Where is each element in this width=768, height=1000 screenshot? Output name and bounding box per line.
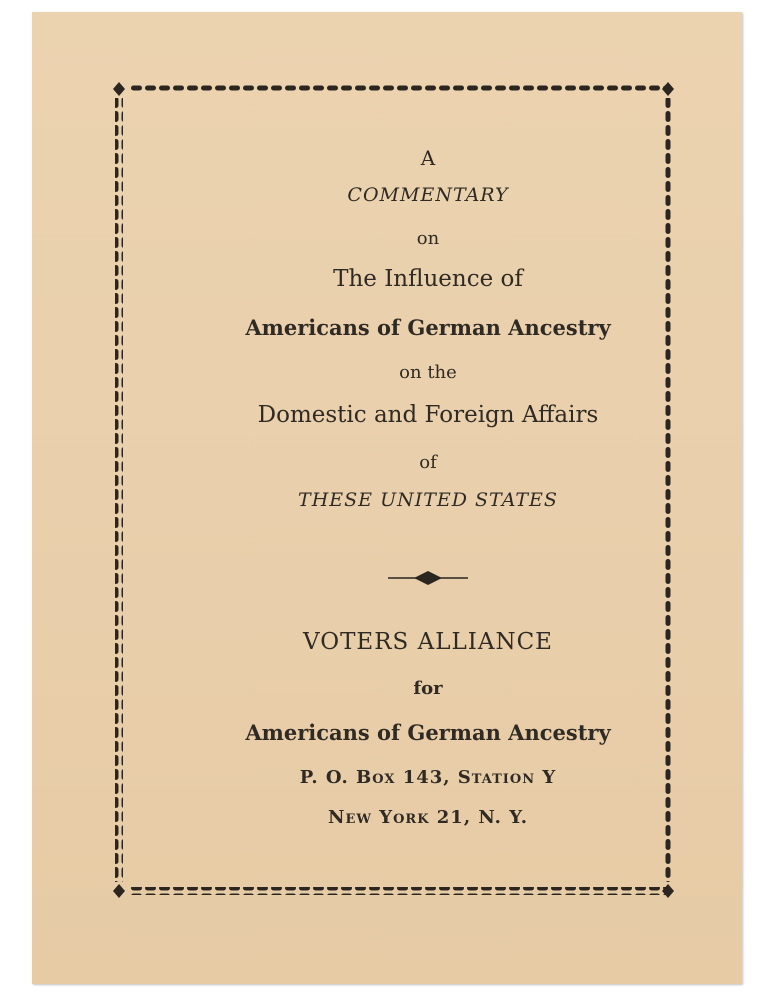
- title-on-the: on the: [399, 362, 457, 383]
- title-of: of: [419, 452, 437, 473]
- publisher-for: for: [413, 678, 443, 699]
- address-line-2: New York 21, N. Y.: [328, 807, 528, 828]
- title-article: A: [420, 146, 436, 170]
- pamphlet-page: [32, 12, 742, 984]
- title-americans: Americans of German Ancestry: [245, 315, 611, 340]
- publisher-name: VOTERS ALLIANCE: [303, 629, 553, 655]
- publisher-name-2: Americans of German Ancestry: [245, 720, 611, 745]
- title-commentary: COMMENTARY: [347, 184, 509, 206]
- title-influence: The Influence of: [333, 266, 523, 292]
- diamond-ornament-icon: [144, 566, 712, 590]
- title-united-states: THESE UNITED STATES: [298, 489, 558, 511]
- title-affairs: Domestic and Foreign Affairs: [257, 402, 599, 428]
- title-on: on: [416, 228, 440, 249]
- title-page-content: [144, 98, 712, 908]
- address-line-1: P. O. Box 143, Station Y: [299, 767, 557, 788]
